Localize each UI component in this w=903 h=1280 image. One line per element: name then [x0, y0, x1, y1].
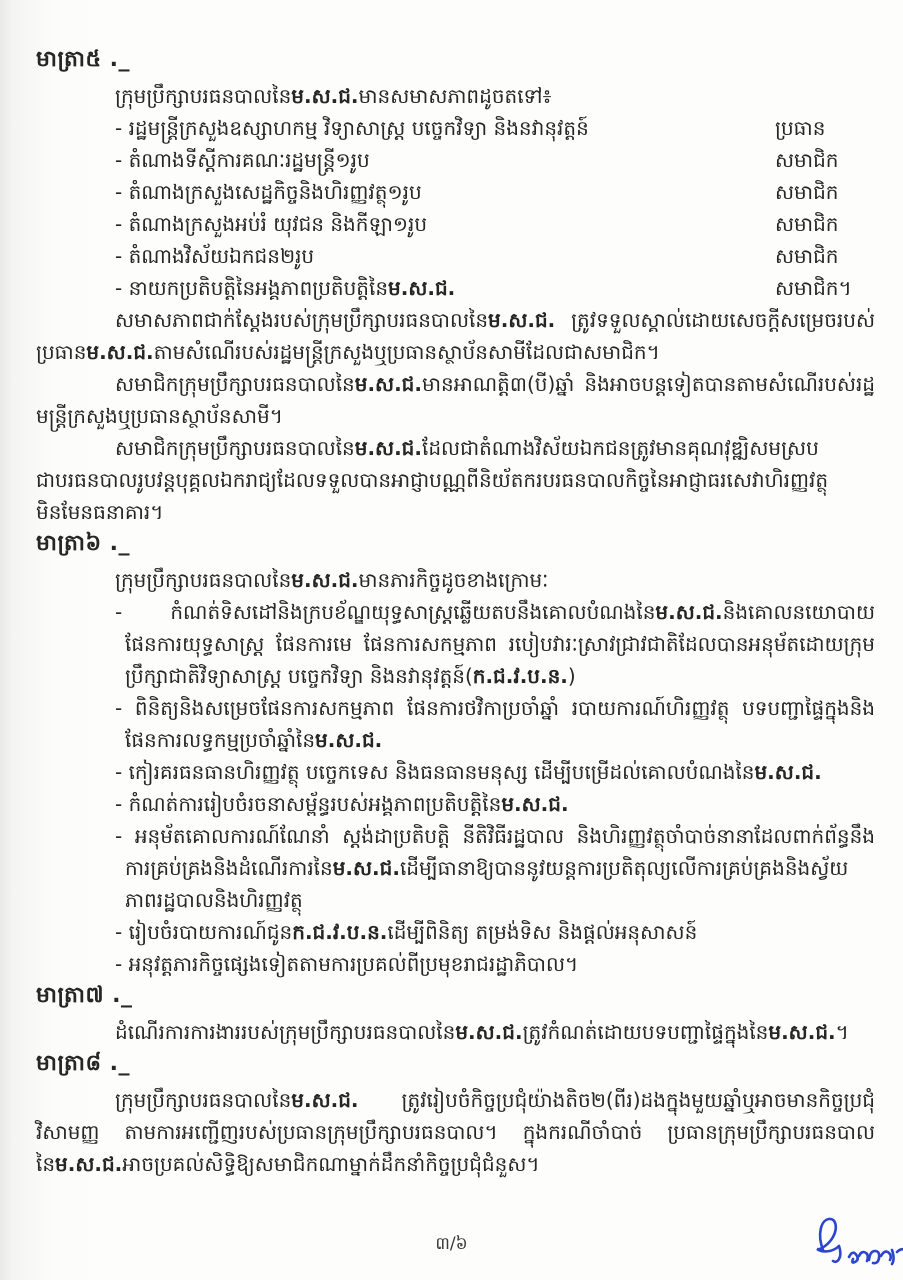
article-6-section [36, 528, 875, 980]
page-number: ៣/៦ [435, 1234, 468, 1254]
member-title: - នាយកប្រតិបត្តិនៃអង្គភាពប្រតិបត្តិនៃម.ស.ជ. [115, 276, 456, 300]
article-6-heading: មាត្រា៦ ._ [36, 531, 131, 556]
article-8-section [36, 1048, 875, 1180]
article-5-paragraph: សមាជិកក្រុមប្រឹក្សាបរធនបាលនៃម.ស.ជ.ដែលជាតំណាងវិស័យឯកជនត្រូវមានគុណវុឌ្ឍិសមស្របជាបរធនបាលរូបវន្តបុគ្គលឯករាជ្យដែលទទួលបានអាជ្ញាបណ្ណពីនិយ័តករបរធនបាលកិច្ចនៃអាជ្ញាធរសេវាហិរញ្ញវត្ថុមិនមែនធនាគារ។ [36, 436, 829, 524]
member-role: សមាជិក [775, 212, 839, 236]
article-5-paragraph: សមាជិកក្រុមប្រឹក្សាបរធនបាលនៃម.ស.ជ.មានអាណត្តិ៣(បី)ឆ្នាំ និងអាចបន្តទៀតបានតាមសំណើរបស់រដ្ឋមន្ត្រីក្រសួងឬប្រធានស្ថាប័នសាមី។ [36, 372, 875, 428]
duty-bullet: - រៀបចំរបាយការណ៍ជូនក.ជ.វ.ប.ន.ដើម្បីពិនិត្យ តម្រង់ទិស និងផ្តល់អនុសាសន៍ [115, 920, 698, 944]
board-member-row [36, 176, 875, 208]
member-role: សមាជិក [775, 148, 839, 172]
article-5-heading: មាត្រា៥ ._ [36, 47, 131, 72]
duty-bullet: - អនុវត្តភារកិច្ចផ្សេងទៀតតាមការប្រគល់ពីប្រមុខរាជរដ្ឋាភិបាល។ [115, 952, 579, 976]
handwritten-signature-icon [793, 1206, 903, 1278]
member-title: - តំណាងក្រសួងសេដ្ឋកិច្ចនិងហិរញ្ញវត្ថុ១រូប [115, 180, 422, 204]
member-title: - តំណាងក្រសួងអប់រំ យុវជន និងកីឡា១រូប [115, 212, 428, 236]
article-7-section [36, 980, 875, 1048]
duty-bullet: - ពិនិត្យនិងសម្រេចផែនការសកម្មភាព ផែនការថវិកាប្រចាំឆ្នាំ របាយការណ៍ហិរញ្ញវត្ថុ បទបញ្ជាផ្ទៃក្នុងនិងផែនការលទ្ធកម្មប្រចាំឆ្នាំនៃម.ស.ជ. [115, 696, 875, 752]
article-5-intro: ក្រុមប្រឹក្សាបរធនបាលនៃម.ស.ជ.មានសមាសភាពដូចតទៅ៖ [115, 84, 552, 108]
duty-bullet: - អនុម័តគោលការណ៍ណែនាំ ស្តង់ដាប្រតិបត្តិ នីតិវិធីរដ្ឋបាល និងហិរញ្ញវត្ថុចាំបាច់នានាដែលពាក់ព័ន្ធនឹងការគ្រប់គ្រងនិងដំណើរការនៃម.ស.ជ.ដើម្បីធានាឱ្យបាននូវយន្តការប្រតិតុល្យលើការគ្រប់គ្រងនិងស្វ័យភាពរដ្ឋបាលនិងហិរញ្ញវត្ថុ [115, 824, 875, 912]
member-role: សមាជិក [775, 244, 839, 268]
article-6-intro: ក្រុមប្រឹក្សាបរធនបាលនៃម.ស.ជ.មានភារកិច្ចដូចខាងក្រោមៈ [115, 568, 549, 592]
article-7-heading: មាត្រា៧ ._ [36, 983, 133, 1008]
board-member-row [36, 272, 875, 304]
article-8-paragraph: ក្រុមប្រឹក្សាបរធនបាលនៃម.ស.ជ. ត្រូវរៀបចំកិច្ចប្រជុំយ៉ាងតិច២(ពីរ)ដងក្នុងមួយឆ្នាំឬអាចមានកិច្ចប្រជុំវិសាមញ្ញ តាមការអញ្ជើញរបស់ប្រធានក្រុមប្រឹក្សាបរធនបាល។ ក្នុងករណីចាំបាច់ ប្រធានក្រុមប្រឹក្សាបរធនបាលនៃម.ស.ជ.អាចប្រគល់សិទ្ធិឱ្យសមាជិកណាម្នាក់ដឹកនាំកិច្ចប្រជុំជំនួស។ [36, 1088, 875, 1176]
member-title: - តំណាងវិស័យឯកជន២រូប [115, 244, 315, 268]
member-role: សមាជិក [775, 180, 839, 204]
article-8-heading: មាត្រា៨ ._ [36, 1051, 131, 1076]
article-5-section [36, 44, 875, 528]
duty-bullet: - កំណត់ការរៀបចំរចនាសម្ព័ន្ធរបស់អង្គភាពប្រតិបត្តិនៃម.ស.ជ. [115, 792, 569, 816]
member-role: ប្រធាន [775, 116, 826, 140]
duty-bullet: - កៀរគរធនធានហិរញ្ញវត្ថុ បច្ចេកទេស និងធនធានមនុស្ស ដើម្បីបម្រើដល់គោលបំណងនៃម.ស.ជ. [115, 760, 822, 784]
board-member-row [36, 208, 875, 240]
document-body [36, 44, 875, 1180]
board-member-row [36, 240, 875, 272]
article-5-paragraph: សមាសភាពជាក់ស្តែងរបស់ក្រុមប្រឹក្សាបរធនបាលនៃម.ស.ជ. ត្រូវទទួលស្គាល់ដោយសេចក្តីសម្រេចរបស់ប្រធានម.ស.ជ.តាមសំណើរបស់រដ្ឋមន្ត្រីក្រសួងឬប្រធានស្ថាប័នសាមីដែលជាសមាជិក។ [36, 308, 875, 364]
duty-bullet: - កំណត់ទិសដៅនិងក្របខ័ណ្ឌយុទ្ធសាស្ត្រឆ្លើយតបនឹងគោលបំណងនៃម.ស.ជ.និងគោលនយោបាយ ផែនការយុទ្ធសាស្ត្រ ផែនការមេ ផែនការសកម្មភាព របៀបវារៈស្រាវជ្រាវជាតិដែលបានអនុម័តដោយក្រុមប្រឹក្សាជាតិវិទ្យាសាស្ត្រ បច្ចេកវិទ្យា និងនវានុវត្តន៍(ក.ជ.វ.ប.ន.) [115, 600, 875, 688]
board-member-row [36, 112, 875, 144]
member-title: - រដ្ឋមន្ត្រីក្រសួងឧស្សាហកម្ម វិទ្យាសាស្ត្រ បច្ចេកវិទ្យា និងនវានុវត្តន៍ [115, 116, 589, 140]
article-7-paragraph: ដំណើរការការងាររបស់ក្រុមប្រឹក្សាបរធនបាលនៃម.ស.ជ.ត្រូវកំណត់ដោយបទបញ្ជាផ្ទៃក្នុងនៃម.ស.ជ.។ [115, 1020, 849, 1044]
member-role: សមាជិក។ [775, 276, 852, 300]
member-title: - តំណាងទីស្តីការគណៈរដ្ឋមន្ត្រី១រូប [115, 148, 370, 172]
board-member-row [36, 144, 875, 176]
